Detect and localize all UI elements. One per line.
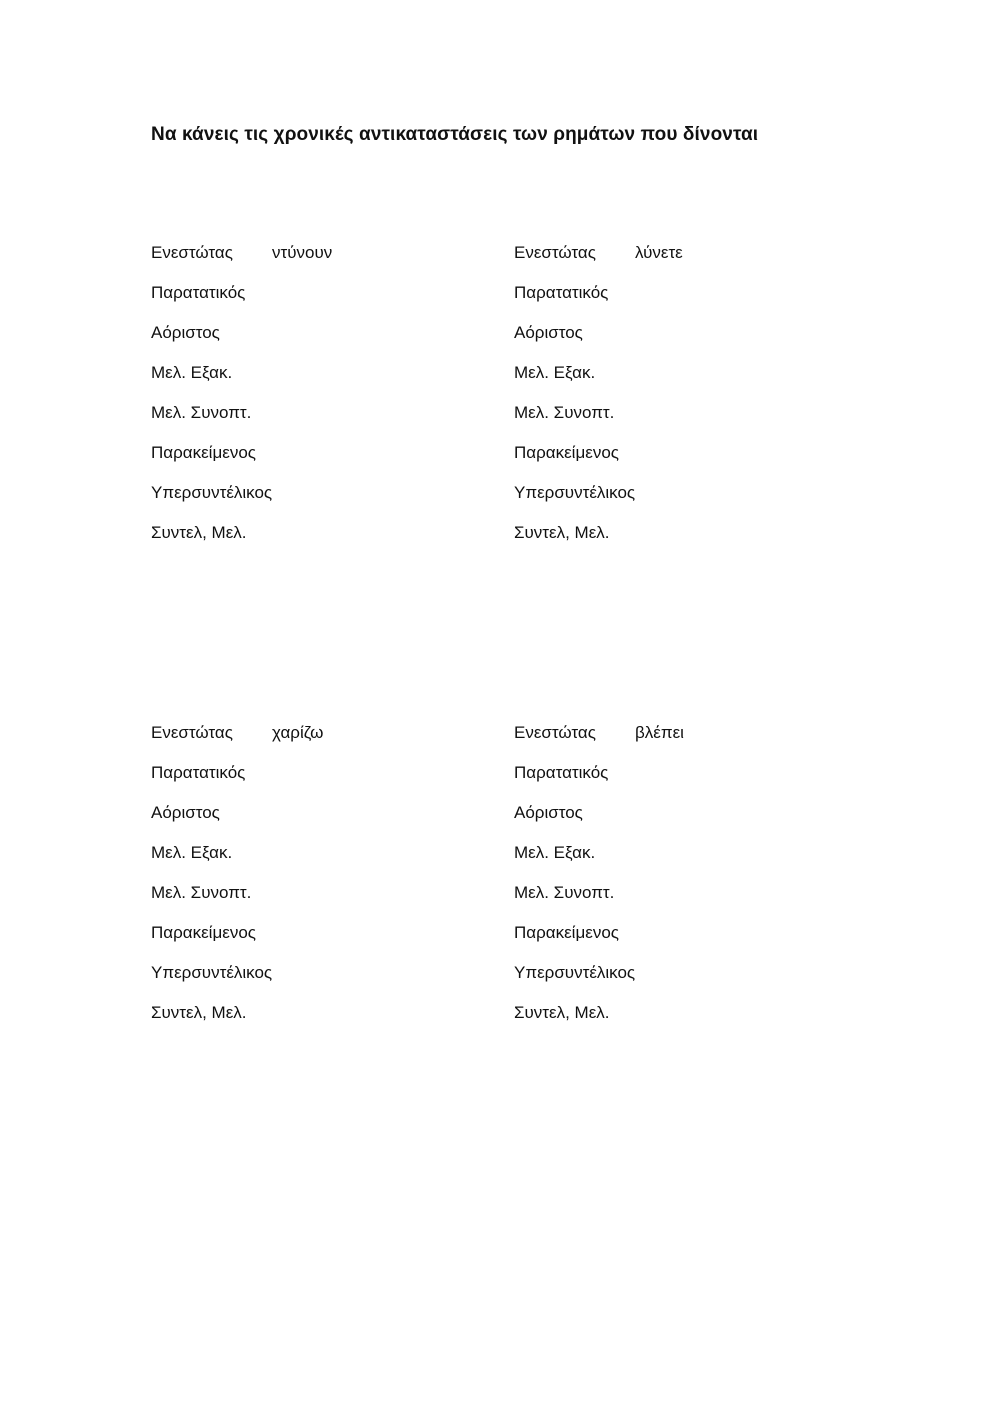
tense-label: Αόριστος xyxy=(514,803,583,822)
tense-label: Αόριστος xyxy=(514,323,583,342)
tense-row-imperfect xyxy=(514,763,814,803)
tense-row-perfect xyxy=(514,923,814,963)
tense-label: Παρακείμενος xyxy=(514,443,619,462)
tense-label: Παρατατικός xyxy=(514,283,609,302)
tense-row-perfect xyxy=(514,443,814,483)
tense-row-present xyxy=(151,243,451,283)
tense-row-present xyxy=(151,723,451,763)
tense-label: Συντελ, Μελ. xyxy=(151,523,247,542)
tense-row-aorist xyxy=(514,803,814,843)
tense-row-future-continuous xyxy=(151,843,451,883)
verb-block-3 xyxy=(151,723,451,1043)
tense-label: Μελ. Συνοπτ. xyxy=(514,403,615,422)
tense-label: Συντελ, Μελ. xyxy=(514,523,610,542)
tense-label: Ενεστώτας xyxy=(514,723,596,742)
verb-block-2 xyxy=(514,243,814,563)
tense-row-future-simple xyxy=(514,883,814,923)
tense-label: Ενεστώτας xyxy=(151,723,233,742)
given-verb: χαρίζω xyxy=(272,723,324,742)
tense-row-future-perfect xyxy=(151,1003,451,1043)
verb-block-1 xyxy=(151,243,451,563)
tense-row-pluperfect xyxy=(151,963,451,1003)
tense-row-imperfect xyxy=(151,763,451,803)
given-verb: βλέπει xyxy=(635,723,684,742)
tense-label: Υπερσυντέλικος xyxy=(151,963,273,982)
tense-row-future-continuous xyxy=(151,363,451,403)
tense-label: Αόριστος xyxy=(151,323,220,342)
tense-label: Συντελ, Μελ. xyxy=(514,1003,610,1022)
tense-label: Μελ. Συνοπτ. xyxy=(151,883,252,902)
verb-block-4 xyxy=(514,723,814,1043)
tense-label: Ενεστώτας xyxy=(151,243,233,262)
tense-label: Μελ. Εξακ. xyxy=(151,363,233,382)
tense-row-present xyxy=(514,723,814,763)
tense-label: Μελ. Συνοπτ. xyxy=(514,883,615,902)
tense-label: Υπερσυντέλικος xyxy=(514,483,636,502)
tense-label: Παρακείμενος xyxy=(514,923,619,942)
tense-label: Παρακείμενος xyxy=(151,923,256,942)
tense-row-future-simple xyxy=(151,883,451,923)
tense-row-future-perfect xyxy=(514,523,814,563)
tense-row-future-perfect xyxy=(151,523,451,563)
tense-row-aorist xyxy=(514,323,814,363)
tense-row-future-simple xyxy=(151,403,451,443)
tense-row-perfect xyxy=(151,923,451,963)
tense-row-future-continuous xyxy=(514,363,814,403)
tense-label: Υπερσυντέλικος xyxy=(514,963,636,982)
tense-label: Μελ. Εξακ. xyxy=(514,843,596,862)
tense-label: Μελ. Εξακ. xyxy=(151,843,233,862)
tense-row-present xyxy=(514,243,814,283)
tense-row-imperfect xyxy=(151,283,451,323)
tense-row-future-perfect xyxy=(514,1003,814,1043)
tense-label: Παρατατικός xyxy=(514,763,609,782)
tense-row-pluperfect xyxy=(514,483,814,523)
tense-row-pluperfect xyxy=(151,483,451,523)
tense-row-aorist xyxy=(151,803,451,843)
tense-label: Υπερσυντέλικος xyxy=(151,483,273,502)
given-verb: λύνετε xyxy=(635,243,683,262)
tense-row-future-continuous xyxy=(514,843,814,883)
tense-label: Συντελ, Μελ. xyxy=(151,1003,247,1022)
tense-row-pluperfect xyxy=(514,963,814,1003)
tense-label: Μελ. Εξακ. xyxy=(514,363,596,382)
given-verb: ντύνουν xyxy=(272,243,333,262)
tense-label: Παρατατικός xyxy=(151,283,246,302)
tense-label: Μελ. Συνοπτ. xyxy=(151,403,252,422)
tense-row-perfect xyxy=(151,443,451,483)
tense-row-future-simple xyxy=(514,403,814,443)
tense-row-aorist xyxy=(151,323,451,363)
tense-label: Αόριστος xyxy=(151,803,220,822)
page-title: Να κάνεις τις χρονικές αντικαταστάσεις των ρημάτων που δίνονται xyxy=(151,124,759,145)
tense-label: Παρακείμενος xyxy=(151,443,256,462)
tense-label: Ενεστώτας xyxy=(514,243,596,262)
tense-label: Παρατατικός xyxy=(151,763,246,782)
tense-row-imperfect xyxy=(514,283,814,323)
